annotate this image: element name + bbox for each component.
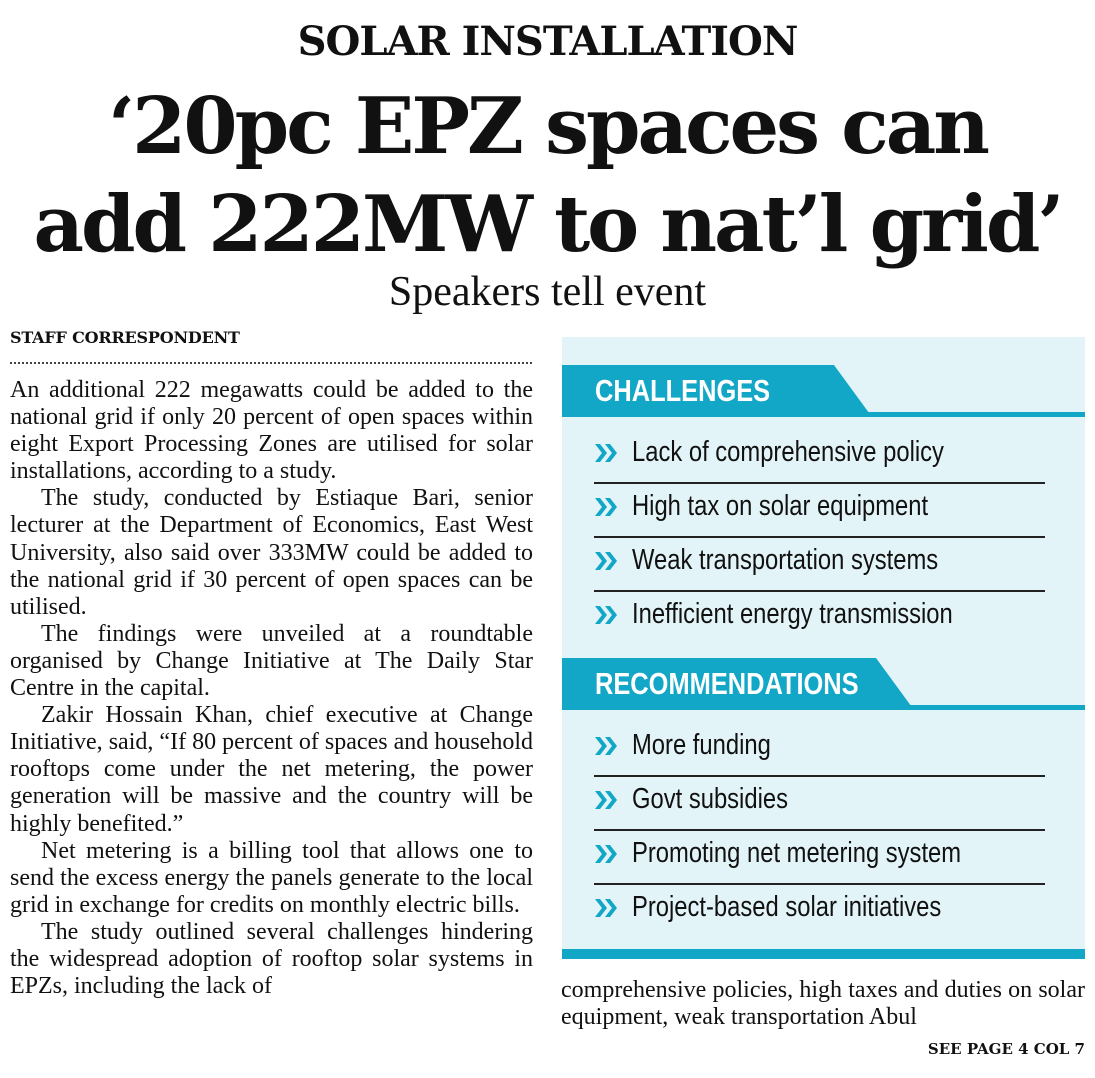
article-paragraph: The study, conducted by Estiaque Bari, senior lecturer at the Department of Economics, East West University, also said over 333MW could be added to the national grid if 30 percent of open spaces can be utilised. [10,485,533,620]
headline [0,78,1095,274]
challenge-item-text: Lack of comprehensive policy [632,436,944,468]
double-chevron-right-icon [594,735,620,757]
double-chevron-right-icon [594,897,620,919]
article-body [10,377,533,1000]
recommendation-item-text: Promoting net metering system [632,837,962,869]
recommendation-item [594,884,1045,937]
byline: STAFF CORRESPONDENT [10,328,240,347]
recommendation-item [594,830,1045,885]
double-chevron-right-icon [594,789,620,811]
article-continuation: comprehensive policies, high taxes and duties on solar equipment, weak transportation Abul [561,977,1085,1031]
article-paragraph: The findings were unveiled at a roundtable organised by Change Initiative at The Daily Star Centre in the capital. [10,620,533,702]
headline-line-2: add 222MW to nat’l grid’ [33,179,1062,270]
challenge-item-text: High tax on solar equipment [632,490,929,522]
double-chevron-right-icon [594,442,620,464]
recommendation-item-text: Project-based solar initiatives [632,891,942,923]
article-paragraph: Zakir Hossain Khan, chief executive at Change Initiative, said, “If 80 percent of spaces and household rooftops come under the net metering, the power generation will be massive and the country will be highly benefited.” [10,702,533,837]
subheadline: Speakers tell event [388,269,707,315]
double-chevron-right-icon [594,496,620,518]
article-paragraph: Net metering is a billing tool that allows one to send the excess energy the panels generate to the local grid in exchange for credits on monthly electric bills. [10,837,533,918]
challenge-item-text: Weak transportation systems [632,544,939,576]
challenge-item [594,483,1045,538]
challenge-item [594,429,1045,484]
challenge-item [594,537,1045,592]
kicker: SOLAR INSTALLATION [297,18,798,65]
challenges-title: CHALLENGES [595,373,771,408]
double-chevron-right-icon [594,604,620,626]
byline-divider [10,362,532,364]
article-paragraph: An additional 222 megawatts could be added to the national grid if only 20 percent of open spaces within eight Export Processing Zones are utilised for solar installations, according to a study. [10,377,533,485]
recommendation-item [594,776,1045,831]
recommendation-item [594,722,1045,777]
headline-line-1: ‘20pc EPZ spaces can [107,81,987,172]
challenge-item [594,591,1045,644]
challenges-header [562,365,1085,417]
infobox-bottom-bar [562,949,1085,959]
article-paragraph: The study outlined several challenges hindering the widespread adoption of rooftop solar systems in EPZs, including the lack of [10,918,533,1000]
double-chevron-right-icon [594,843,620,865]
recommendation-item-text: More funding [632,729,771,761]
jump-reference: SEE PAGE 4 COL 7 [927,1040,1085,1058]
challenge-item-text: Inefficient energy transmission [632,598,953,630]
recommendation-item-text: Govt subsidies [632,783,788,815]
recommendations-title: RECOMMENDATIONS [595,666,859,701]
recommendations-header [562,658,1085,710]
double-chevron-right-icon [594,550,620,572]
infobox [562,337,1085,959]
